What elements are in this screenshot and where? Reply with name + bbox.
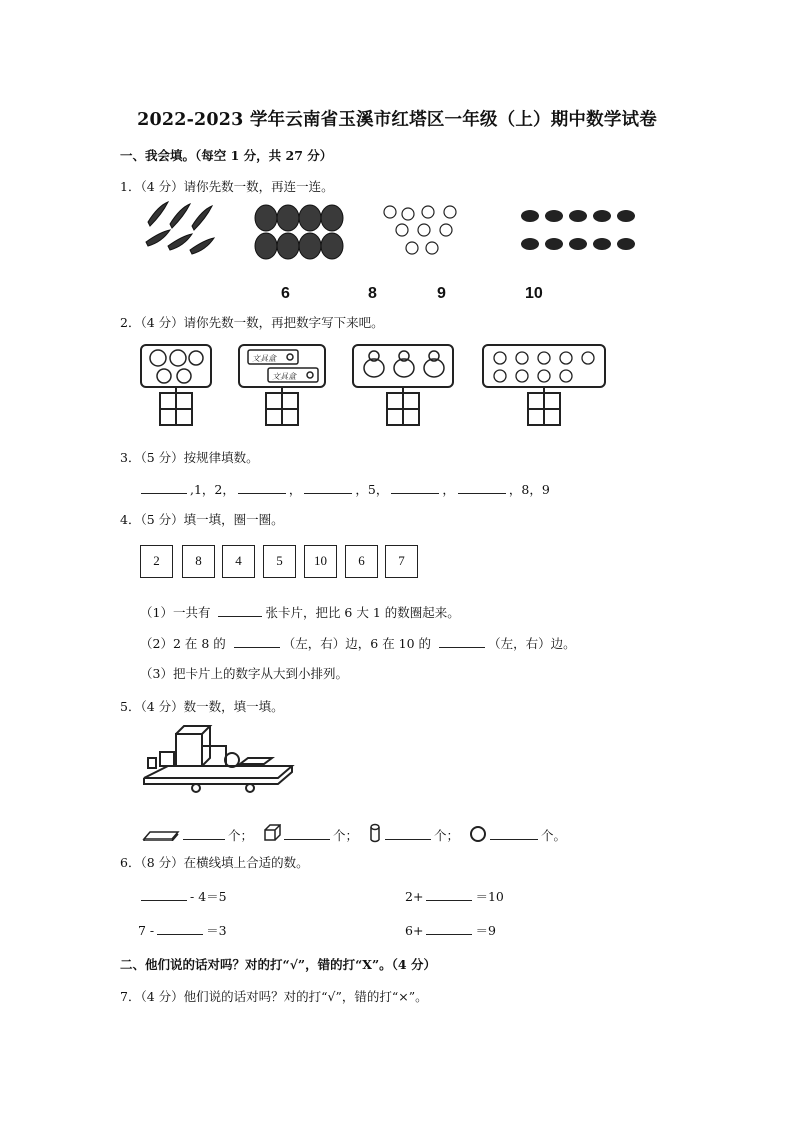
question-2-text: 2．（4 分）请你先数一数，再把数字写下来吧。 — [120, 315, 384, 330]
seq-text: ,1，2， — [190, 482, 235, 497]
answer-grid-chicks[interactable] — [386, 392, 420, 426]
equation-2: 2+ ＝10 — [405, 889, 504, 904]
answer-blank[interactable] — [458, 481, 506, 494]
answer-blank[interactable] — [426, 888, 472, 901]
question-1-text: 1．（4 分）请你先数一数，再连一连。 — [120, 179, 334, 194]
svg-text:文具盒: 文具盒 — [272, 372, 296, 381]
q5-toy-train — [140, 722, 300, 794]
q1-number-6: 6 — [281, 285, 290, 302]
answer-blank[interactable] — [183, 827, 225, 840]
page-title: 2022-2023 学年云南省玉溪市红塔区一年级（上）期中数学试卷 — [137, 110, 657, 130]
cylinder-icon — [368, 823, 382, 843]
equation-4: 6+ ＝9 — [405, 923, 496, 938]
q4-sub-2: （2）2 在 8 的 （左，右）边，6 在 10 的 （左，右）边。 — [140, 636, 576, 651]
q5-answer-row: 个； 个； 个； 个。 — [142, 823, 566, 844]
number-card[interactable]: 8 — [182, 545, 215, 578]
number-card[interactable]: 5 — [263, 545, 296, 578]
apples-icon — [142, 346, 210, 386]
answer-blank[interactable] — [490, 827, 538, 840]
cuboid-icon — [142, 829, 180, 841]
answer-blank[interactable] — [391, 481, 439, 494]
seq-text: ，5， — [355, 482, 389, 497]
answer-grid-flowers[interactable] — [527, 392, 561, 426]
answer-blank[interactable] — [439, 635, 485, 648]
number-card[interactable]: 7 — [385, 545, 418, 578]
q1-number-10: 10 — [525, 285, 543, 302]
number-card[interactable]: 4 — [222, 545, 255, 578]
birds-icon — [521, 210, 635, 250]
q3-sequence — [138, 480, 550, 498]
seq-text: ， — [442, 482, 455, 497]
flower-icon — [484, 346, 604, 386]
apples-box — [140, 344, 212, 388]
q1-number-8: 8 — [368, 285, 377, 302]
answer-blank[interactable] — [426, 922, 472, 935]
answer-blank[interactable] — [218, 604, 262, 617]
question-7-text: 7．（4 分）他们说的话对吗？对的打“√”，错的打“×”。 — [120, 989, 428, 1004]
chicks-box — [352, 344, 454, 388]
q1-number-9: 9 — [437, 285, 446, 302]
bananas-icon — [146, 202, 214, 254]
flowers-box — [482, 344, 606, 388]
answer-blank[interactable] — [157, 922, 203, 935]
answer-grid-apples[interactable] — [159, 392, 193, 426]
cube-icon — [263, 824, 281, 842]
pencil-case-icon — [240, 346, 324, 386]
seq-text: ，8，9 — [508, 482, 550, 497]
question-3-text: 3．（5 分）按规律填数。 — [120, 450, 259, 465]
strawberries-icon — [255, 205, 343, 259]
toy-train-illustration — [140, 722, 300, 794]
answer-blank[interactable] — [141, 481, 187, 494]
equation-3: 7 - ＝3 — [138, 923, 227, 938]
q4-sub-3: （3）把卡片上的数字从大到小排列。 — [140, 666, 348, 681]
answer-blank[interactable] — [385, 827, 431, 840]
flowers-icon — [384, 206, 456, 254]
sphere-icon — [469, 825, 487, 843]
section-1-heading: 一、我会填。（每空 1 分，共 27 分） — [120, 148, 333, 163]
q1-picture-area — [140, 198, 650, 298]
answer-blank[interactable] — [238, 481, 286, 494]
answer-blank[interactable] — [284, 827, 330, 840]
question-6-text: 6．（8 分）在横线填上合适的数。 — [120, 855, 309, 870]
section-2-heading: 二、他们说的话对吗？对的打“√”，错的打“X”。（4 分） — [120, 957, 436, 972]
pencil-cases-box — [238, 344, 326, 388]
answer-blank[interactable] — [234, 635, 280, 648]
answer-blank[interactable] — [141, 888, 187, 901]
seq-text: ， — [288, 482, 302, 497]
number-card[interactable]: 2 — [140, 545, 173, 578]
chicks-icon — [354, 346, 452, 386]
answer-grid-pencil-cases[interactable] — [265, 392, 299, 426]
question-4-text: 4．（5 分）填一填，圈一圈。 — [120, 512, 284, 527]
number-card[interactable]: 10 — [304, 545, 337, 578]
answer-blank[interactable] — [304, 481, 352, 494]
svg-text:文具盒: 文具盒 — [252, 354, 276, 363]
q4-sub-1: （1）一共有 张卡片，把比 6 大 1 的数圈起来。 — [140, 605, 460, 620]
question-5-text: 5．（4 分）数一数，填一填。 — [120, 699, 284, 714]
equation-1: - 4＝5 — [138, 887, 227, 905]
q1-objects-illustration — [140, 198, 650, 298]
number-card[interactable]: 6 — [345, 545, 378, 578]
